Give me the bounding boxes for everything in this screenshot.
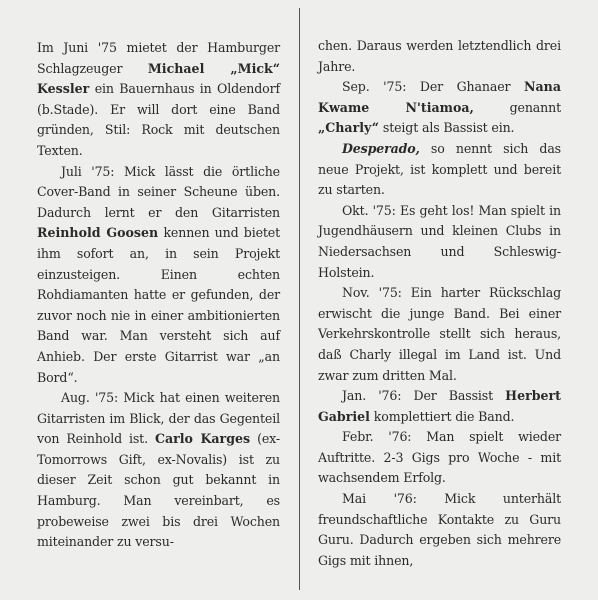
left-text-column bbox=[37, 38, 280, 553]
name-herbert-gabriel: Herbert Gabriel bbox=[318, 388, 561, 424]
text-run: Okt. '75: Es geht los! Man spielt in Jugendhäusern und kleinen Clubs in Niedersachsen und Schleswig-Holstein. bbox=[318, 202, 561, 280]
paragraph-okt-75 bbox=[318, 201, 561, 283]
paragraph-juli-75 bbox=[37, 162, 280, 389]
name-carlo-karges: Carlo Karges bbox=[154, 431, 251, 447]
text-run: Juli '75: Mick lässt die örtliche Cover-Band in seiner Scheune üben. Dadurch lernt er den Gitarristen bbox=[37, 163, 280, 220]
name-michael-kessler: Michael „Mick“ Kessler bbox=[37, 60, 280, 97]
text-run: Febr. '76: Man spielt wieder Auftritte. 2-3 Gigs pro Woche - mit wachsendem Erfolg. bbox=[318, 429, 561, 486]
name-nana-kwame-ntiamoa: Nana Kwame N'tiamoa, bbox=[318, 79, 561, 115]
text-run: komplettiert die Band. bbox=[369, 408, 515, 424]
text-run: (ex-Tomorrows Gift, ex-Novalis) ist zu dieser Zeit schon gut bekannt in Hamburg. Man vereinbart, es probeweise zwei bis drei Wochen miteinander zu versu- bbox=[37, 431, 280, 550]
text-run: ein Bauernhaus in Oldendorf (b.Stade). Er will dort eine Band gründen, Stil: Rock mit deutschen Texten. bbox=[37, 81, 280, 158]
paragraph-intro bbox=[37, 38, 280, 162]
band-name-desperado: Desperado, bbox=[342, 140, 420, 156]
text-run: Mai '76: Mick unterhält freundschaftliche Kontakte zu Guru Guru. Dadurch ergeben sich mehrere Gigs mit ihnen, bbox=[318, 491, 561, 568]
text-run: kennen und bietet ihm sofort an, in sein Projekt einzusteigen. Einen echten Rohdiamanten hatte er gefunden, der zuvor noch nie in einer ambitionierten Band war. Man versteht sich auf Anhieb. Der erste Gitarrist war „an Bord“. bbox=[37, 225, 280, 385]
text-run: steigt als Bassist ein. bbox=[379, 120, 515, 136]
text-run: genannt bbox=[473, 99, 561, 115]
text-run: Aug. '75: Mick hat einen weiteren Gitarristen im Blick, der das Gegenteil von Reinhold ist. bbox=[37, 390, 280, 447]
paragraph-nov-75 bbox=[318, 283, 561, 386]
text-run: Sep. '75: Der Ghanaer bbox=[342, 79, 524, 95]
column-divider bbox=[299, 8, 300, 590]
text-run: Nov. '75: Ein harter Rückschlag erwischt die junge Band. Bei einer Verkehrskontrolle stellt sich heraus, daß Charly illegal im Land ist. Und zwar zum dritten Mal. bbox=[318, 285, 561, 383]
right-text-column bbox=[318, 36, 561, 571]
paragraph-sep-75 bbox=[318, 77, 561, 139]
paragraph-continuation bbox=[318, 36, 561, 77]
text-run: Jan. '76: Der Bassist bbox=[342, 388, 506, 404]
name-reinhold-goosen: Reinhold Goosen bbox=[37, 225, 159, 241]
name-charly: „Charly“ bbox=[318, 120, 380, 136]
paragraph-aug-75 bbox=[37, 388, 280, 553]
paragraph-febr-76 bbox=[318, 427, 561, 489]
paragraph-mai-76 bbox=[318, 489, 561, 571]
paragraph-desperado bbox=[318, 139, 561, 201]
paragraph-jan-76 bbox=[318, 386, 561, 427]
text-run: chen. Daraus werden letztendlich drei Jahre. bbox=[318, 38, 561, 74]
text-run: so nennt sich das neue Projekt, ist komplett und bereit zu starten. bbox=[318, 140, 561, 198]
text-run: Im Juni '75 mietet der Hamburger Schlagzeuger bbox=[37, 40, 280, 76]
